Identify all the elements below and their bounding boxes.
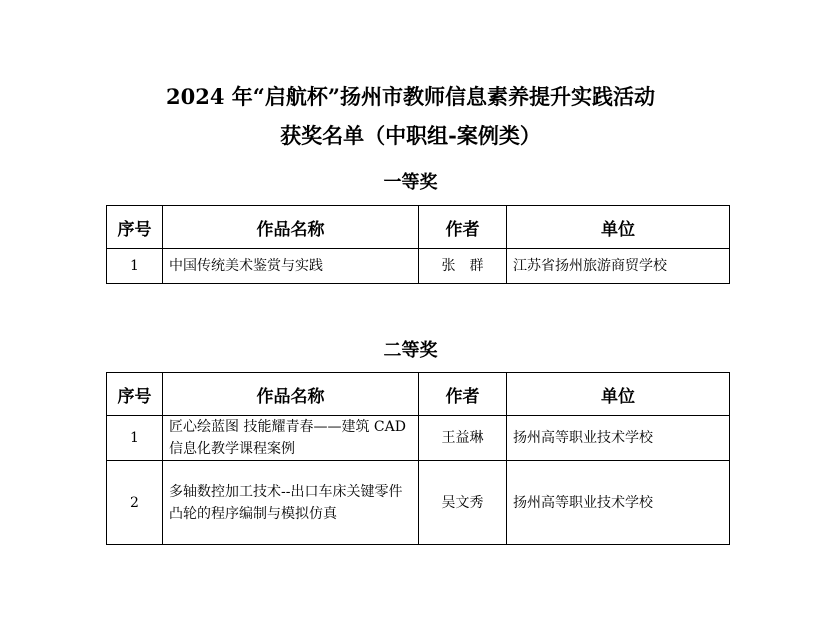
- header-work: 作品名称: [163, 206, 419, 249]
- header-no: 序号: [107, 373, 163, 416]
- cell-unit: 江苏省扬州旅游商贸学校: [507, 249, 730, 284]
- table-header-row: [107, 206, 730, 249]
- cell-no: 1: [107, 416, 163, 461]
- table-row: [107, 461, 730, 545]
- section-heading-second-prize: 二等奖: [383, 340, 438, 361]
- cell-work: 中国传统美术鉴赏与实践: [163, 249, 419, 284]
- table-header-row: [107, 373, 730, 416]
- cell-unit: 扬州高等职业技术学校: [507, 461, 730, 545]
- cell-author: 王益琳: [419, 416, 507, 461]
- page-title: 2024 年“启航杯”扬州市教师信息素养提升实践活动: [166, 84, 655, 109]
- second-prize-table: [106, 372, 730, 545]
- cell-no: 1: [107, 249, 163, 284]
- first-prize-table: [106, 205, 730, 284]
- page-subtitle: 获奖名单（中职组-案例类）: [280, 123, 541, 148]
- header-author: 作者: [419, 206, 507, 249]
- header-author: 作者: [419, 373, 507, 416]
- table-row: [107, 249, 730, 284]
- cell-author: 吴文秀: [419, 461, 507, 545]
- cell-unit: 扬州高等职业技术学校: [507, 416, 730, 461]
- cell-work: 匠心绘蓝图 技能耀青春——建筑 CAD 信息化教学课程案例: [163, 416, 419, 461]
- cell-work: 多轴数控加工技术--出口车床关键零件凸轮的程序编制与模拟仿真: [163, 461, 419, 545]
- header-unit: 单位: [507, 206, 730, 249]
- cell-author: 张 群: [419, 249, 507, 284]
- header-no: 序号: [107, 206, 163, 249]
- cell-no: 2: [107, 461, 163, 545]
- header-unit: 单位: [507, 373, 730, 416]
- section-heading-first-prize: 一等奖: [383, 172, 438, 193]
- table-row: [107, 416, 730, 461]
- header-work: 作品名称: [163, 373, 419, 416]
